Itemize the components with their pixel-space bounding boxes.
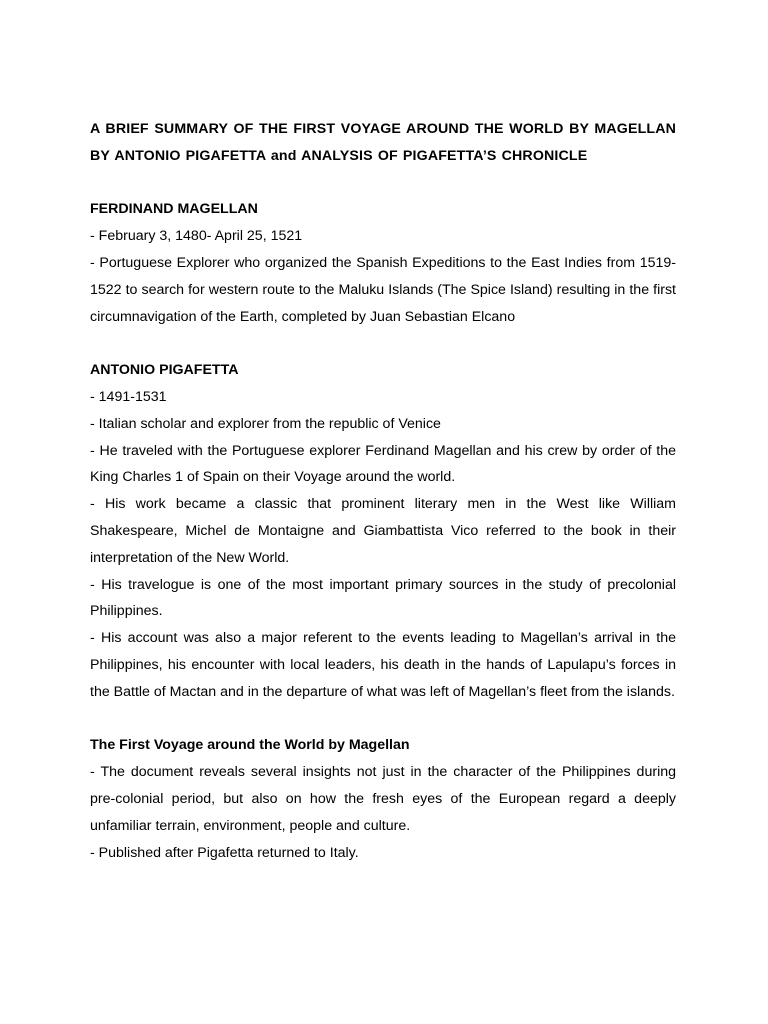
paragraph: - Published after Pigafetta returned to Italy. (90, 844, 359, 861)
paragraph: - 1491-1531 (90, 388, 167, 405)
section-heading: FERDINAND MAGELLAN (90, 201, 258, 218)
paragraph: - The document reveals several insights not just in the character of the Philippines during pre-colonial period, but also on how the fresh eyes of the European regard a deeply unfamiliar terrain, environment, people and culture. (90, 764, 676, 834)
paragraph: - His travelogue is one of the most important primary sources in the study of precolonial Philippines. (90, 576, 676, 620)
section-antonio-pigafetta (90, 357, 676, 705)
paragraph: - His account was also a major referent to the events leading to Magellan’s arrival in the Philippines, his encounter with local leaders, his death in the hands of Lapulapu’s forces in the Battle of Mactan and in the departure of what was left of Magellan’s fleet from the islands. (90, 630, 676, 700)
paragraph: - Portuguese Explorer who organized the Spanish Expeditions to the East Indies from 1519-1522 to search for western route to the Maluku Islands (The Spice Island) resulting in the first circumnavigation of the Earth, completed by Juan Sebastian Elcano (90, 254, 676, 325)
paragraph: - His work became a classic that prominent literary men in the West like William Shakespeare, Michel de Montaigne and Giambattista Vico referred to the book in their interpretation of the New World. (90, 496, 676, 566)
paragraph: - February 3, 1480- April 25, 1521 (90, 228, 303, 245)
document-title: A BRIEF SUMMARY OF THE FIRST VOYAGE AROUND THE WORLD BY MAGELLAN BY ANTONIO PIGAFETTA and ANALYSIS OF PIGAFETTA’S CHRONICLE (90, 121, 676, 164)
paragraph: - Italian scholar and explorer from the republic of Venice (90, 415, 441, 432)
section-heading: The First Voyage around the World by Magellan (90, 737, 410, 754)
paragraph: - He traveled with the Portuguese explorer Ferdinand Magellan and his crew by order of the King Charles 1 of Spain on their Voyage around the world. (90, 442, 676, 486)
section-ferdinand-magellan (90, 196, 676, 330)
section-heading: ANTONIO PIGAFETTA (90, 362, 239, 379)
section-first-voyage (90, 732, 676, 866)
document-page (90, 116, 676, 866)
